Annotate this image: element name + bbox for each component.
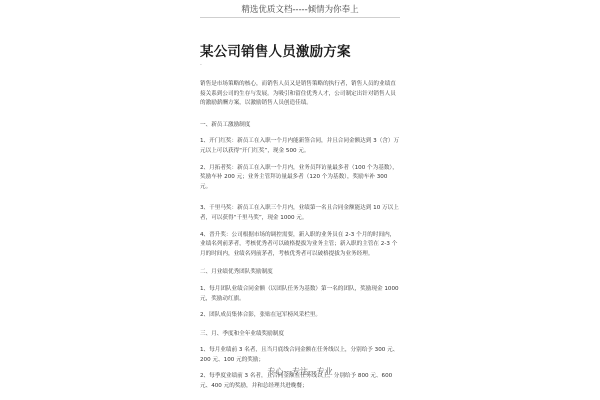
header-divider — [200, 17, 400, 18]
page-header: 精选优质文档-----倾情为你奉上 — [241, 5, 359, 15]
document-body — [200, 80, 400, 392]
page-footer: 专心---专注---专业 — [267, 367, 333, 376]
paragraph-team-photo: 2、团队成员集体合影，张贴在冠军榜风采栏里。 — [200, 312, 322, 319]
paragraph-start-bonus: 1、开门红奖：新员工在入职一个月内能新签合同，并且合同金额达到 3（含）万元以上可以获得“开门红奖”，现金 500 元。 — [200, 138, 400, 154]
paragraph-steed-award: 3、千里马奖：新员工在入职三个月内，业绩第一名且合同金额能达到 10 万以上者，可以获得“千里马奖”，现金 1000 元。 — [200, 205, 399, 221]
section-heading-team: 二、月业绩优秀团队奖励制度 — [200, 269, 273, 276]
paragraph-monthly-top3: 1、每月业绩前 3 名者，且当月底线合同金额在任务线以上，分别给予 300 元、200 元、100 元的奖励； — [200, 347, 399, 363]
section-heading-period-awards: 三、月、季度和全年业绩奖励制度 — [200, 330, 284, 337]
bullet-dot: · — [200, 62, 202, 69]
section-heading-new-staff: 一、新员工激励制度 — [200, 121, 251, 128]
paragraph-team-first: 1、每月团队业绩合同金额（以团队任务为基数）第一名的团队，奖励现金 1000 元，奖励动红旗。 — [200, 285, 399, 302]
intro-paragraph: 销售是市场策略的核心，而销售人员又是销售策略的执行者，销售人员的业绩直接关系到公司的生存与发展。为吸引和留住优秀人才，公司制定出针对销售人员的激励薪酬方案，以激励销售人员创造佳绩。 — [200, 81, 396, 107]
paragraph-monthly-explorer: 2、月拓者奖：新员工在入职一个月内，业务员拜访量最多者（100 个为基数），奖励车补 200 元；业务主管拜访量最多者（120 个为基数），奖励车补 300 元。 — [200, 164, 398, 190]
paragraph-quarterly-top3: 2、每季度业绩前 3 名者，且合同金额在任务线以上，分别给予 800 元、600 元、400 元的奖励，并和总经理共进晚餐； — [200, 373, 393, 390]
paragraph-promotion-award: 4、晋升奖：公司根据市场的调控需要，新入职的业务员在 2-3 个月的时间内，业绩名列前茅者，考核优秀者可以破格提拔为业务主管；新入职的主管在 2-3 个月的时间内，业绩名列前茅者，考核优秀者可以破格提拔为业务经理。 — [200, 231, 398, 257]
document-title: 某公司销售人员激励方案 — [200, 44, 351, 60]
